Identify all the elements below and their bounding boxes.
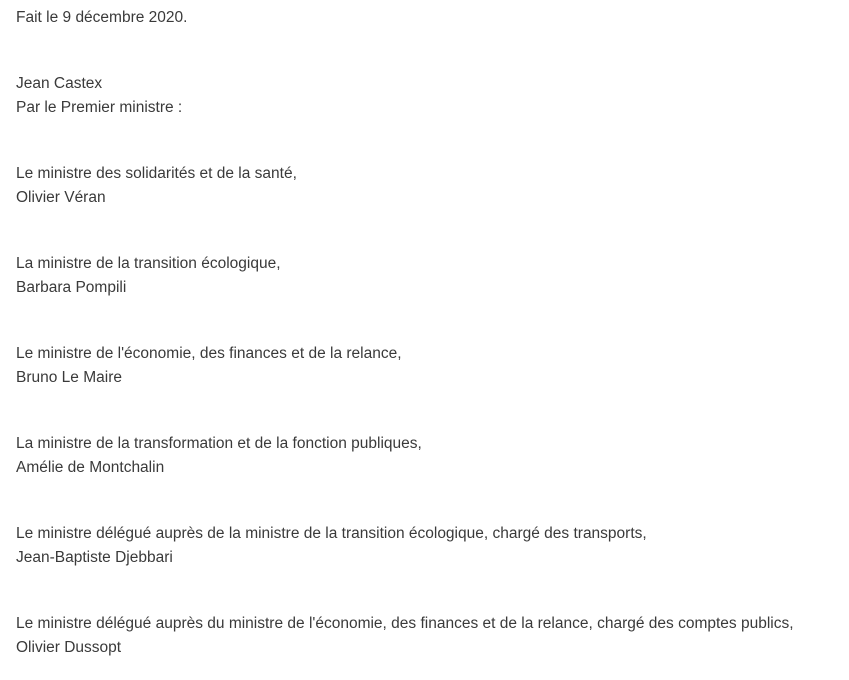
date-block [16,6,841,30]
signatory-name: Jean-Baptiste Djebbari [16,549,173,566]
signatory-name: Amélie de Montchalin [16,459,165,476]
prime-minister-by-line: Par le Premier ministre : [16,99,183,116]
signatory-title: Le ministre délégué auprès de la ministre de la transition écologique, chargé des transports, [16,525,647,542]
signatory-title: La ministre de la transition écologique, [16,255,281,272]
signatory-title: Le ministre délégué auprès du ministre de l'économie, des finances et de la relance, chargé des comptes publics, [16,615,794,632]
signatory-block [16,252,841,300]
signatory-name: Olivier Véran [16,189,106,206]
signatory-title: La ministre de la transformation et de la fonction publiques, [16,435,422,452]
signatory-block [16,162,841,210]
signatory-name: Barbara Pompili [16,279,127,296]
signatory-block [16,522,841,570]
signatory-block [16,432,841,480]
signatory-title: Le ministre de l'économie, des finances et de la relance, [16,345,402,362]
date-line: Fait le 9 décembre 2020. [16,9,188,26]
signatory-block [16,342,841,390]
decree-signature-section [16,6,841,680]
signatory-title: Le ministre des solidarités et de la santé, [16,165,297,182]
prime-minister-block [16,72,841,120]
prime-minister-name: Jean Castex [16,75,103,92]
signatory-name: Olivier Dussopt [16,639,122,656]
signatory-name: Bruno Le Maire [16,369,122,386]
signatory-block [16,612,841,660]
